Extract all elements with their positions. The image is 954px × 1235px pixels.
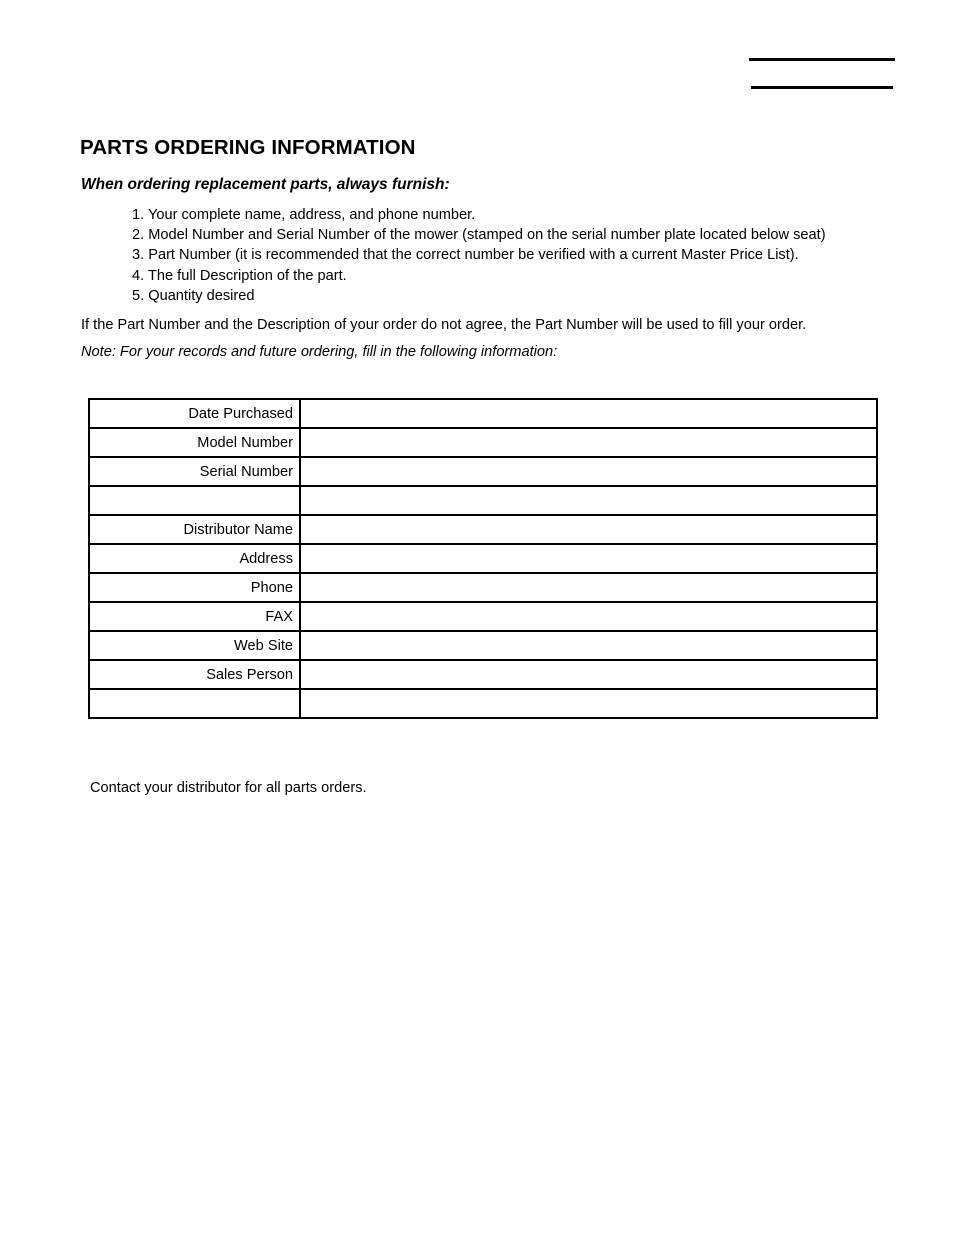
- table-row: [89, 457, 877, 486]
- field-label-model-number: Model Number: [89, 428, 300, 457]
- contact-distributor-note: Contact your distributor for all parts orders.: [90, 780, 367, 796]
- table-row: [89, 631, 877, 660]
- records-form-table: [88, 398, 878, 719]
- field-value-distributor-name[interactable]: [300, 515, 877, 544]
- field-label-blank-1: [89, 486, 300, 515]
- field-value-fax[interactable]: [300, 602, 877, 631]
- table-row: [89, 602, 877, 631]
- field-label-date-purchased: Date Purchased: [89, 399, 300, 428]
- field-label-distributor-name: Distributor Name: [89, 515, 300, 544]
- field-value-serial-number[interactable]: [300, 457, 877, 486]
- list-item: 3. Part Number (it is recommended that the correct number be verified with a current Master Price List).: [132, 247, 799, 264]
- field-value-date-purchased[interactable]: [300, 399, 877, 428]
- field-value-sales-person[interactable]: [300, 660, 877, 689]
- field-value-address[interactable]: [300, 544, 877, 573]
- records-note: Note: For your records and future ordering, fill in the following information:: [81, 344, 558, 360]
- table-row: [89, 573, 877, 602]
- field-label-address: Address: [89, 544, 300, 573]
- list-item: 1. Your complete name, address, and phone number.: [132, 207, 476, 223]
- table-row: [89, 486, 877, 515]
- list-item: 2. Model Number and Serial Number of the mower (stamped on the serial number plate located below seat): [132, 227, 826, 244]
- table-row: [89, 660, 877, 689]
- table-row: [89, 399, 877, 428]
- field-value-web-site[interactable]: [300, 631, 877, 660]
- field-label-web-site: Web Site: [89, 631, 300, 660]
- table-row: [89, 689, 877, 718]
- table-row: [89, 544, 877, 573]
- ordering-steps-list: [132, 205, 826, 306]
- header-rule-top: [749, 58, 895, 61]
- field-label-blank-2: [89, 689, 300, 718]
- field-value-model-number[interactable]: [300, 428, 877, 457]
- part-number-rule-note: If the Part Number and the Description of your order do not agree, the Part Number will be used to fill your order.: [81, 317, 807, 333]
- field-value-blank-1[interactable]: [300, 486, 877, 515]
- list-item: 5. Quantity desired: [132, 287, 255, 304]
- field-label-phone: Phone: [89, 573, 300, 602]
- field-label-fax: FAX: [89, 602, 300, 631]
- field-value-phone[interactable]: [300, 573, 877, 602]
- page-title: PARTS ORDERING INFORMATION: [80, 136, 416, 159]
- header-rule-bottom: [751, 86, 893, 89]
- ordering-subtitle: When ordering replacement parts, always furnish:: [81, 176, 450, 193]
- field-label-sales-person: Sales Person: [89, 660, 300, 689]
- table-row: [89, 515, 877, 544]
- field-value-blank-2[interactable]: [300, 689, 877, 718]
- field-label-serial-number: Serial Number: [89, 457, 300, 486]
- table-row: [89, 428, 877, 457]
- list-item: 4. The full Description of the part.: [132, 267, 347, 284]
